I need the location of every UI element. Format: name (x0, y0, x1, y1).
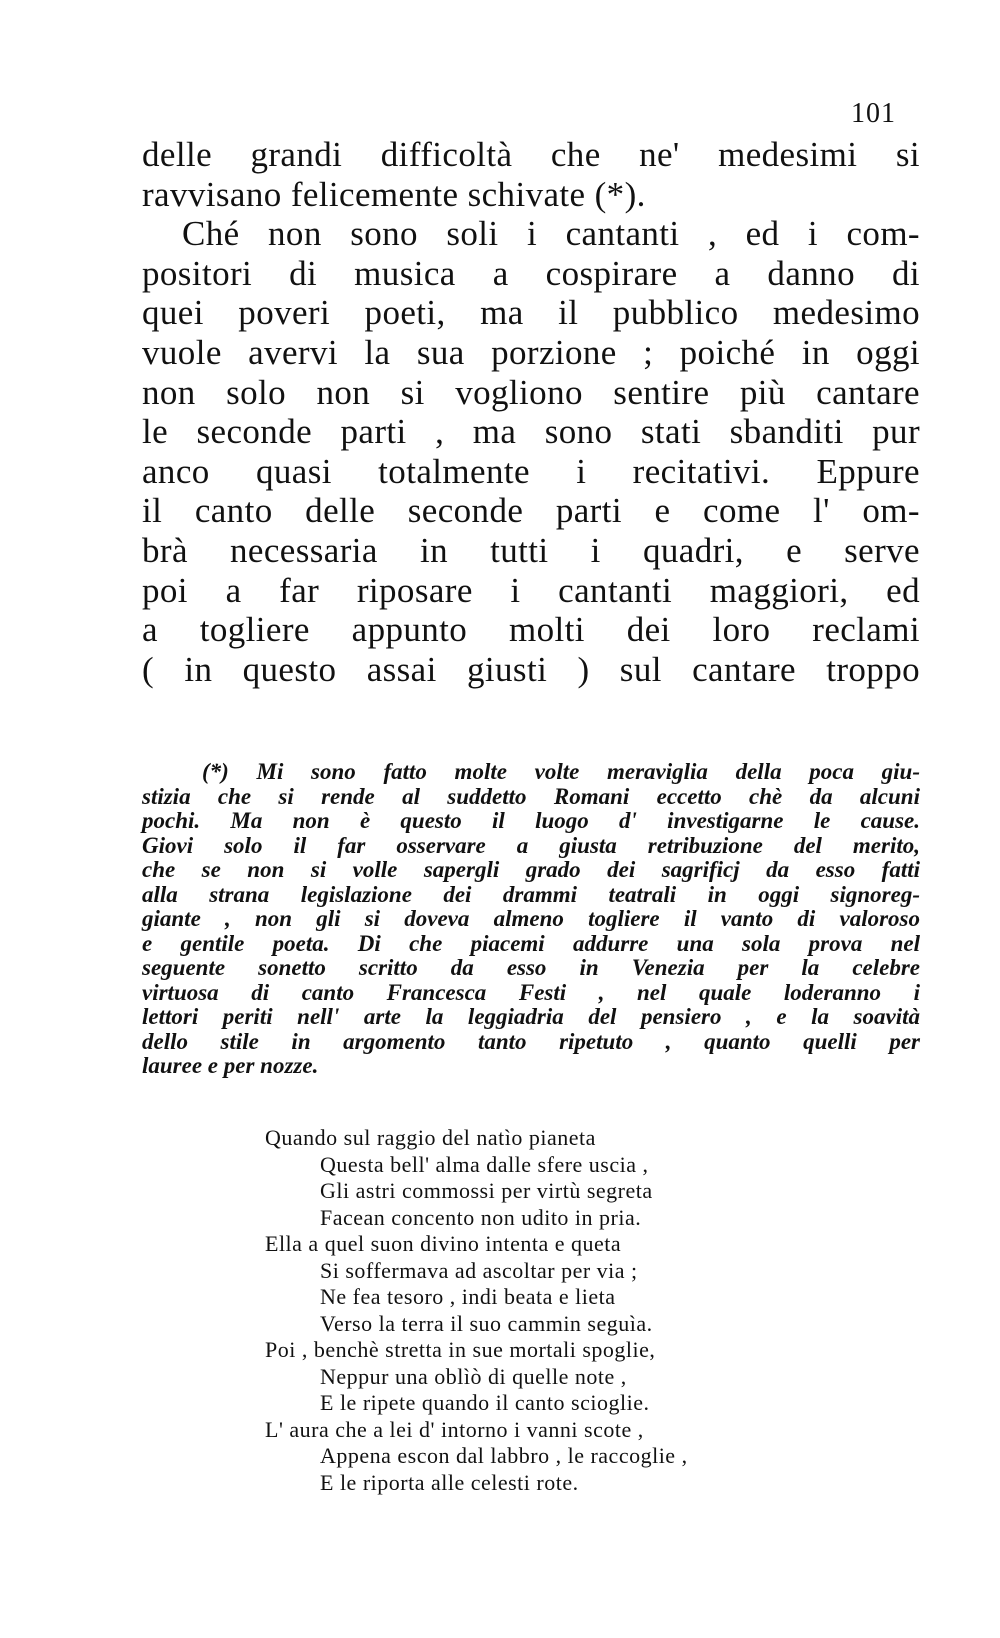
footnote-line: seguente sonetto scritto da esso in Venezia per la celebre (142, 955, 920, 980)
footnote-line: alla strana legislazione dei drammi teatrali in oggi signoreg- (142, 881, 920, 907)
footnote-line: dello stile in argomento tanto ripetuto , quanto quelli per (142, 1028, 920, 1054)
text-line: a togliere appunto molti dei loro reclami (142, 610, 920, 650)
text-line: quei poveri poeti, ma il pubblico medesimo (142, 293, 920, 333)
verse-line: E le riporta alle celesti rote. (320, 1469, 579, 1495)
verse-line: L' aura che a lei d' intorno i vanni scote , (265, 1416, 644, 1442)
footnote-line: che se non si volle sapergli grado dei sagrificj da esso fatti (142, 857, 920, 882)
footnote-line: lauree e per nozze. (142, 1053, 319, 1078)
main-text (142, 135, 920, 689)
verse-line: Ella a quel suon divino intenta e queta (265, 1231, 622, 1256)
footnote-line: pochi. Ma non è questo il luogo d' investigarne le cause. (142, 808, 920, 833)
text-line: positori di musica a cospirare a danno di (142, 253, 920, 293)
footnote-line: e gentile poeta. Di che piacemi addurre una sola prova nel (142, 930, 920, 956)
footnote-line: lettori periti nell' arte la leggiadria del pensiero , e la soavità (142, 1004, 920, 1029)
verse-line: Appena escon dal labbro , le raccoglie , (320, 1443, 688, 1468)
footnote-line: stizia che si rende al suddetto Romani eccetto chè da alcuni (142, 783, 920, 809)
verse-line: Quando sul raggio del natìo pianeta (265, 1125, 596, 1150)
verse-line: Poi , benchè stretta in sue mortali spoglie, (265, 1337, 656, 1362)
verse-line: Gli astri commossi per virtù segreta (320, 1178, 653, 1203)
sonnet (265, 1125, 865, 1496)
text-line: ( in questo assai giusti ) sul cantare troppo (142, 649, 920, 689)
verse-line: Neppur una oblìò di quelle note , (320, 1363, 627, 1389)
text-line: non solo non si vogliono sentire più cantare (142, 372, 920, 412)
footnote-line: (*) Mi sono fatto molte volte meraviglia della poca giu- (202, 759, 920, 784)
verse-line: Verso la terra il suo cammin seguìa. (320, 1310, 653, 1336)
text-line: le seconde parti , ma sono stati sbanditi pur (142, 412, 920, 452)
text-line: poi a far riposare i cantanti maggiori, ed (142, 570, 920, 610)
text-line: ravvisano felicemente schivate (*). (142, 174, 646, 214)
verse-line: Facean concento non udito in pria. (320, 1204, 642, 1230)
verse-line: E le ripete quando il canto scioglie. (320, 1390, 650, 1415)
footnote-line: Giovi solo il far osservare a giusta retribuzione del merito, (142, 832, 920, 858)
verse-line: Questa bell' alma dalle sfere uscia , (320, 1151, 649, 1177)
footnote (142, 760, 920, 1079)
page-number: 101 (851, 98, 896, 129)
text-line: il canto delle seconde parti e come l' om- (142, 491, 920, 531)
text-line: anco quasi totalmente i recitativi. Eppure (142, 451, 920, 491)
text-line: delle grandi difficoltà che ne' medesimi si (142, 135, 920, 174)
verse-line: Si soffermava ad ascoltar per via ; (320, 1257, 638, 1283)
text-line: Ché non sono soli i cantanti , ed i com- (182, 214, 920, 254)
text-line: brà necessaria in tutti i quadri, e serve (142, 530, 920, 570)
text-line: vuole avervi la sua porzione ; poiché in oggi (142, 332, 920, 372)
verse-line: Ne fea tesoro , indi beata e lieta (320, 1284, 616, 1309)
footnote-line: giante , non gli si doveva almeno togliere il vanto di valoroso (142, 906, 920, 931)
footnote-line: virtuosa di canto Francesca Festi , nel quale loderanno i (142, 979, 920, 1005)
